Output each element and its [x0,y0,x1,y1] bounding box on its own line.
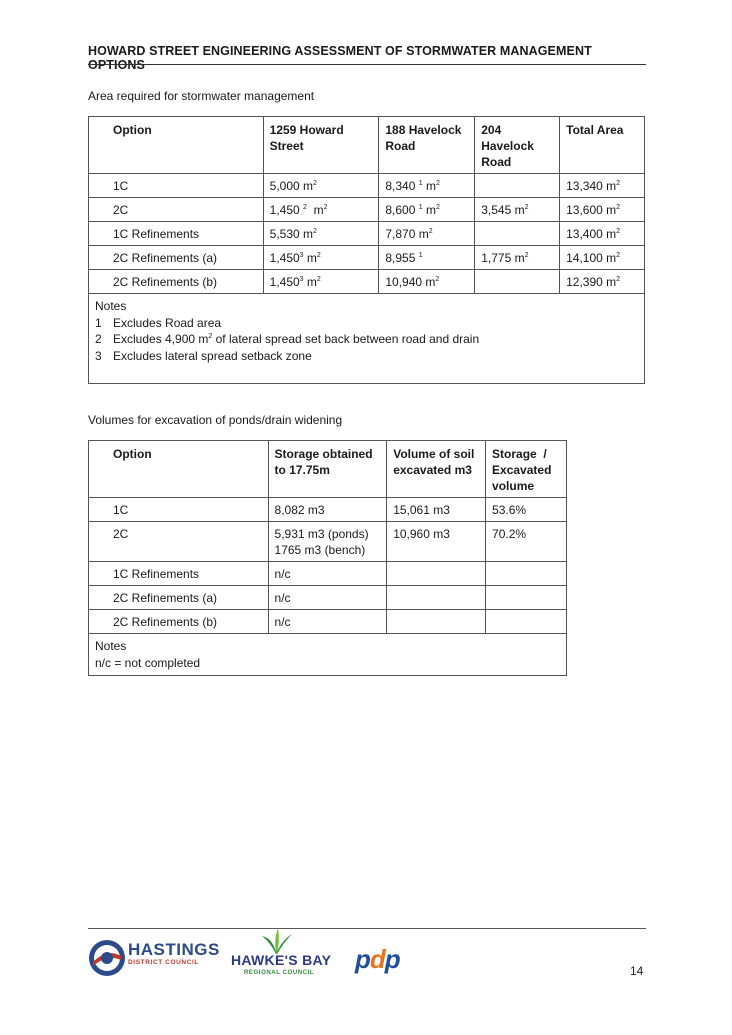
cell-havelock188: 10,940 $m^2$ [379,270,475,294]
area-table-header-row [89,117,645,174]
volume-table-caption: Volumes for excavation of ponds/drain widening [88,413,343,427]
col-header-howard: 1259 Howard Street [263,117,379,174]
table-row [89,270,645,294]
cell-storage: 5,931 m3 (ponds) 1765 m3 (bench) [268,522,387,562]
cell-option: 2C Refinements (a) [89,246,264,270]
cell-total: 13,340 $m^2$ [560,174,645,198]
volume-table [88,440,567,676]
cell-option: 2C Refinements (b) [89,270,264,294]
table-row [89,246,645,270]
hawkes-bay-logo-subtext: REGIONAL COUNCIL [244,970,315,976]
volume-table-header-row [89,441,567,498]
cell-ratio: 53.6% [486,498,567,522]
cell-ratio [486,610,567,634]
area-table [88,116,645,384]
table-row [89,174,645,198]
notes-title: Notes [95,299,127,313]
cell-option: 1C [89,498,269,522]
cell-volume: 15,061 m3 [387,498,486,522]
col-header-havelock188: 188 Havelock Road [379,117,475,174]
volume-table-notes-row [89,634,567,676]
col-header-volume: Volume of soil excavated m3 [387,441,486,498]
hawkes-bay-leaf-icon [256,928,296,954]
col-header-havelock204: 204 Havelock Road [475,117,560,174]
cell-storage: n/c [268,610,387,634]
notes-title: Notes [95,639,127,653]
cell-ratio: 70.2% [486,522,567,562]
cell-havelock188: 8,600 $^1$ $m^2$ [379,198,475,222]
hawkes-bay-logo-text: HAWKE'S BAY [231,952,332,968]
cell-option: 2C [89,198,264,222]
cell-storage: n/c [268,586,387,610]
cell-havelock188: 8,340 $^1$ $m^2$ [379,174,475,198]
cell-havelock204 [475,174,560,198]
cell-volume: 10,960 m3 [387,522,486,562]
table-row [89,198,645,222]
cell-havelock204: 3,545 $m^2$ [475,198,560,222]
col-header-ratio: Storage / Excavated volume [486,441,567,498]
area-table-caption: Area required for stormwater management [88,89,315,103]
note-nc: n/c = not completed [95,655,201,670]
page-number: 14 [630,964,644,978]
cell-howard: 1,450$^3$ $m^2$ [263,270,379,294]
cell-option: 2C [89,522,269,562]
table-row [89,498,567,522]
cell-storage: 8,082 m3 [268,498,387,522]
cell-total: 12,390 $m^2$ [560,270,645,294]
hastings-logo-text: HASTINGS DISTRICT COUNCIL [128,940,220,966]
cell-volume [387,562,486,586]
cell-option: 1C [89,174,264,198]
area-table-notes [89,294,645,384]
cell-total: 13,400 $m^2$ [560,222,645,246]
table-row [89,222,645,246]
table-row [89,610,567,634]
cell-volume [387,610,486,634]
cell-havelock188: 7,870 $m^2$ [379,222,475,246]
pdp-logo: pdp [355,944,400,974]
cell-total: 13,600 $m^2$ [560,198,645,222]
table-row [89,562,567,586]
header-divider [88,64,646,65]
area-table-notes-row [89,294,645,384]
cell-option: 2C Refinements (b) [89,610,269,634]
cell-howard: 1,450 $^2$ $m^2$ [263,198,379,222]
table-row [89,586,567,610]
cell-havelock204 [475,222,560,246]
cell-havelock204 [475,270,560,294]
cell-howard: 5,530 $m^2$ [263,222,379,246]
hastings-logo-icon [87,938,127,978]
cell-howard: 1,450$^3$ $m^2$ [263,246,379,270]
cell-option: 2C Refinements (a) [89,586,269,610]
cell-total: 14,100 $m^2$ [560,246,645,270]
cell-storage: n/c [268,562,387,586]
cell-howard: 5,000 $m^2$ [263,174,379,198]
cell-havelock204: 1,775 $m^2$ [475,246,560,270]
cell-ratio [486,562,567,586]
col-header-storage: Storage obtained to 17.75m [268,441,387,498]
col-header-total: Total Area [560,117,645,174]
cell-option: 1C Refinements [89,562,269,586]
table-row [89,522,567,562]
cell-ratio [486,586,567,610]
note-2: 2 Excludes 4,900 $m^2$ of lateral spread set back between road and drain [95,332,480,346]
document-header: HOWARD STREET ENGINEERING ASSESSMENT OF STORMWATER MANAGEMENT OPTIONS [88,44,592,72]
cell-havelock188: 8,955 $^1$ [379,246,475,270]
note-3: 3 Excludes lateral spread setback zone [95,348,312,363]
note-1: 1 Excludes Road area [95,315,222,330]
col-header-option: Option [89,441,269,498]
col-header-option: Option [89,117,264,174]
volume-table-notes [89,634,567,676]
footer-divider [88,928,646,929]
cell-volume [387,586,486,610]
cell-option: 1C Refinements [89,222,264,246]
